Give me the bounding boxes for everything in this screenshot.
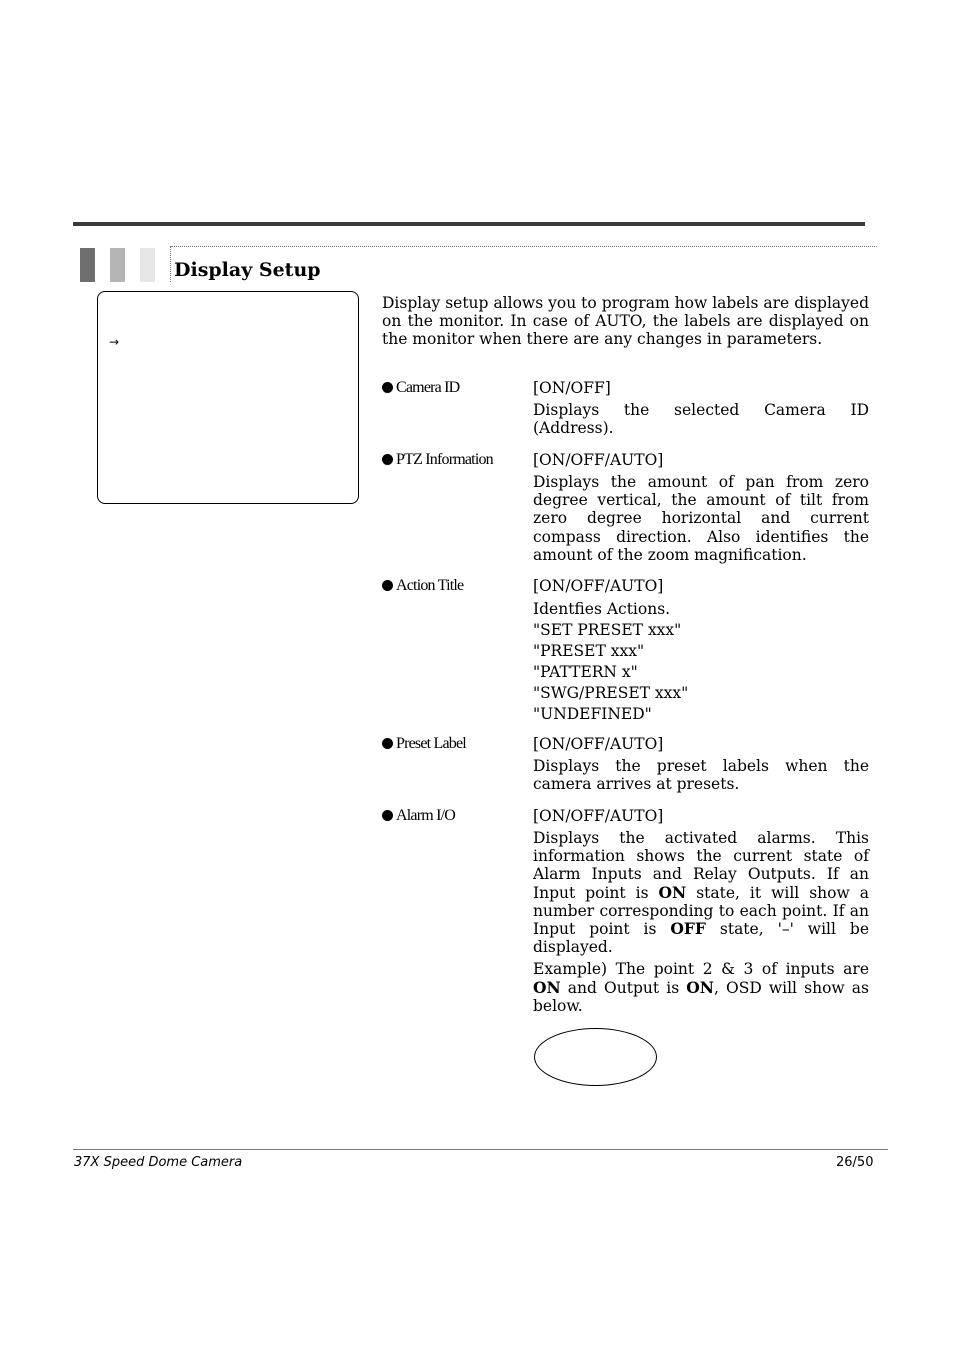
intro-paragraph: Display setup allows you to program how labels are displayed on the monitor. In case of AUTO, the labels are displayed on the monitor when there are any changes in parameters. [382, 294, 869, 349]
example-paragraph: Example) The point 2 & 3 of inputs are ON and Output is ON, OSD will show as below. [533, 960, 869, 1015]
footer-page-number: 26/50 [836, 1155, 874, 1170]
item-option: [ON/OFF] [533, 379, 611, 397]
item-option: [ON/OFF/AUTO] [533, 451, 664, 469]
section-title: Display Setup [174, 259, 321, 281]
title-dotted-edge [170, 246, 171, 282]
menu-cursor-arrow-icon: → [109, 335, 120, 349]
bullet-icon [382, 382, 393, 393]
list-item: "PRESET xxx" [533, 642, 645, 660]
list-item: "PATTERN x" [533, 663, 638, 681]
item-description: Displays the selected Camera ID (Address). [533, 401, 869, 438]
item-label: Camera ID [396, 379, 460, 396]
item-label: Action Title [396, 577, 464, 594]
osd-alarm-display-oval [534, 1028, 657, 1086]
marker-block-light [140, 248, 155, 282]
list-item: "SET PRESET xxx" [533, 621, 682, 639]
list-item: "SWG/PRESET xxx" [533, 684, 689, 702]
item-label: Preset Label [396, 735, 466, 752]
item-option: [ON/OFF/AUTO] [533, 577, 664, 595]
off-state-text: OFF [670, 919, 706, 939]
footer-product-name: 37X Speed Dome Camera [74, 1155, 243, 1170]
bullet-icon [382, 580, 393, 591]
bullet-icon [382, 454, 393, 465]
on-state-text: ON [658, 882, 687, 902]
item-description: Displays the preset labels when the camera arrives at presets. [533, 757, 869, 794]
title-dotted-rule [171, 246, 877, 247]
item-description: Displays the activated alarms. This information shows the current state of Alarm Inputs and Relay Outputs. If an Input point is ON state, it will show a number corresponding to each point. If an Input point is OFF state, '–' will be displayed. [533, 829, 869, 957]
header-rule [73, 222, 865, 226]
osd-menu-screen [97, 291, 359, 504]
footer-rule [73, 1149, 888, 1150]
marker-block-mid [110, 248, 125, 282]
bullet-icon [382, 810, 393, 821]
item-description: Displays the amount of pan from zero degree vertical, the amount of tilt from zero degree horizontal and current compass direction. Also identifies the amount of the zoom magnification. [533, 473, 869, 564]
item-label: PTZ Information [396, 451, 493, 468]
item-option: [ON/OFF/AUTO] [533, 807, 664, 825]
marker-block-dark [80, 248, 95, 282]
bullet-icon [382, 738, 393, 749]
list-item: "UNDEFINED" [533, 705, 652, 723]
item-label: Alarm I/O [396, 807, 456, 824]
item-description: Identfies Actions. [533, 600, 671, 618]
item-option: [ON/OFF/AUTO] [533, 735, 664, 753]
action-list [533, 620, 869, 725]
